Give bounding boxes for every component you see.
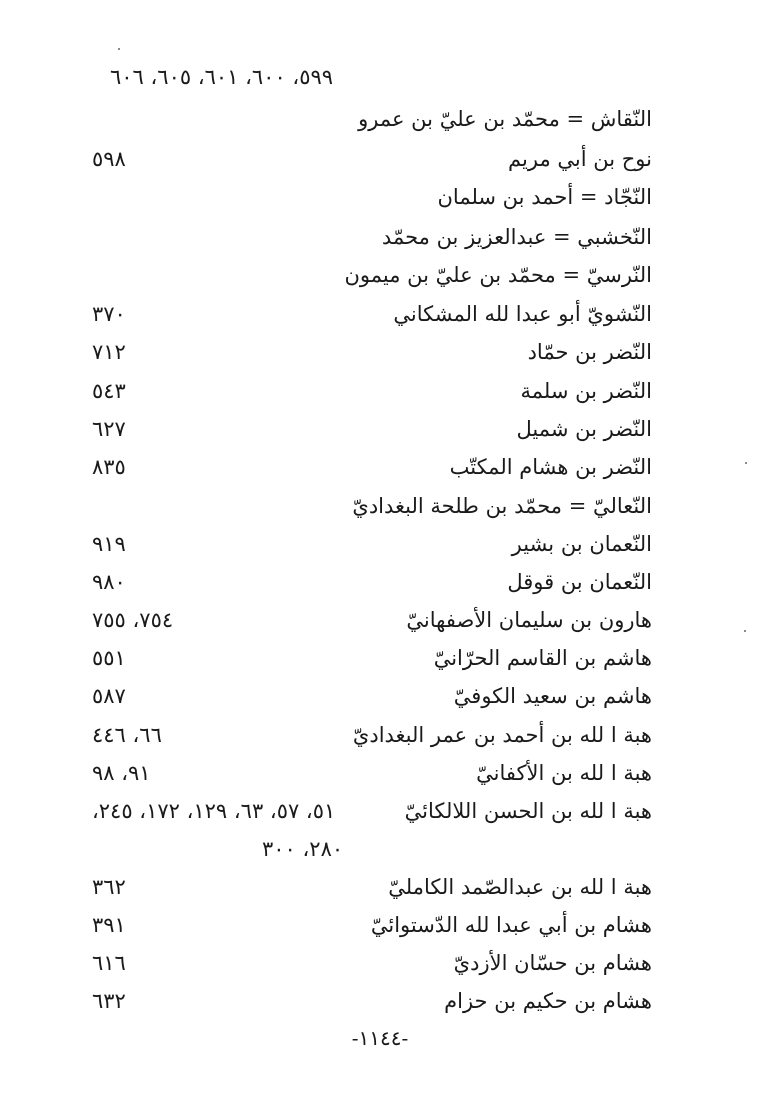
index-entry-pages-continued: ٢٨٠، ٣٠٠ <box>262 837 344 861</box>
index-entry-name: نوح بن أبي مريم <box>508 147 652 171</box>
index-entry-pages: ٦٣٢ <box>92 989 126 1013</box>
index-entry-name: النّعمان بن بشير <box>511 532 652 556</box>
index-entry-pages: ٩١٩ <box>92 532 126 556</box>
index-entry-pages: ٥١، ٥٧، ٦٣، ١٢٩، ١٧٢، ٢٤٥، <box>92 799 336 823</box>
index-entry-name: النّضر بن شميل <box>516 417 652 441</box>
index-entry-pages: ٥٨٧ <box>92 684 126 708</box>
index-entry-name: النّضر بن هشام المكتّب <box>449 455 652 479</box>
index-entry-name: النّجّاد = أحمد بن سلمان <box>437 185 652 209</box>
scan-speck <box>118 48 120 50</box>
index-entry-name: النّعمان بن قوقل <box>507 570 652 594</box>
index-entry-name: هبة ا لله بن الأكفانيّ <box>476 761 652 785</box>
index-entry-pages: ٩١، ٩٨ <box>92 761 151 785</box>
index-entry-name: النّعاليّ = محمّد بن طلحة البغداديّ <box>352 494 652 518</box>
index-entry-pages: ٣٧٠ <box>92 302 126 326</box>
index-entry-pages: ٨٣٥ <box>92 455 126 479</box>
index-entry-pages: ٧١٢ <box>92 340 126 364</box>
index-entry-name: النّضر بن سلمة <box>520 379 652 403</box>
index-entry-pages: ٦٦، ٤٤٦ <box>92 723 162 747</box>
index-entry-name: هارون بن سليمان الأصفهانيّ <box>406 608 652 632</box>
index-entry-name: النّقاش = محمّد بن عليّ بن عمرو <box>358 107 652 131</box>
index-entry-name: النّشويّ أبو عبدا لله المشكاني <box>393 302 652 326</box>
continuation-pages: ٥٩٩، ٦٠٠، ٦٠١، ٦٠٥، ٦٠٦ <box>110 65 334 89</box>
index-entry-name: هشام بن حكيم بن حزام <box>444 989 652 1013</box>
index-entry-pages: ٦١٦ <box>92 951 126 975</box>
index-entry-name: هبة ا لله بن أحمد بن عمر البغداديّ <box>352 723 652 747</box>
index-entry-pages: ٥٥١ <box>92 646 126 670</box>
index-entry-name: هشام بن حسّان الأزديّ <box>453 951 652 975</box>
index-entry-name: هاشم بن القاسم الحرّانيّ <box>433 646 652 670</box>
page-number: -١١٤٤- <box>351 1026 409 1050</box>
scan-speck <box>744 630 746 632</box>
index-entry-pages: ٧٥٤، ٧٥٥ <box>92 608 174 632</box>
scan-speck <box>745 462 747 464</box>
index-entry-pages: ٥٩٨ <box>92 147 126 171</box>
index-entry-name: النّضر بن حمّاد <box>527 340 652 364</box>
index-entry-name: هبة ا لله بن عبدالصّمد الكامليّ <box>388 875 652 899</box>
index-entry-pages: ٣٩١ <box>92 913 126 937</box>
index-entry-pages: ٣٦٢ <box>92 875 126 899</box>
index-entry-name: هشام بن أبي عبدا لله الدّستوائيّ <box>370 913 652 937</box>
index-entry-name: هبة ا لله بن الحسن اللالكائيّ <box>404 799 652 823</box>
index-entry-pages: ٩٨٠ <box>92 570 126 594</box>
index-entry-name: النّخشبي = عبدالعزيز بن محمّد <box>381 225 652 249</box>
index-entry-pages: ٥٤٣ <box>92 379 126 403</box>
index-entry-name: هاشم بن سعيد الكوفيّ <box>453 684 652 708</box>
index-entry-name: النّرسيّ = محمّد بن عليّ بن ميمون <box>344 263 652 287</box>
index-entry-pages: ٦٢٧ <box>92 417 126 441</box>
